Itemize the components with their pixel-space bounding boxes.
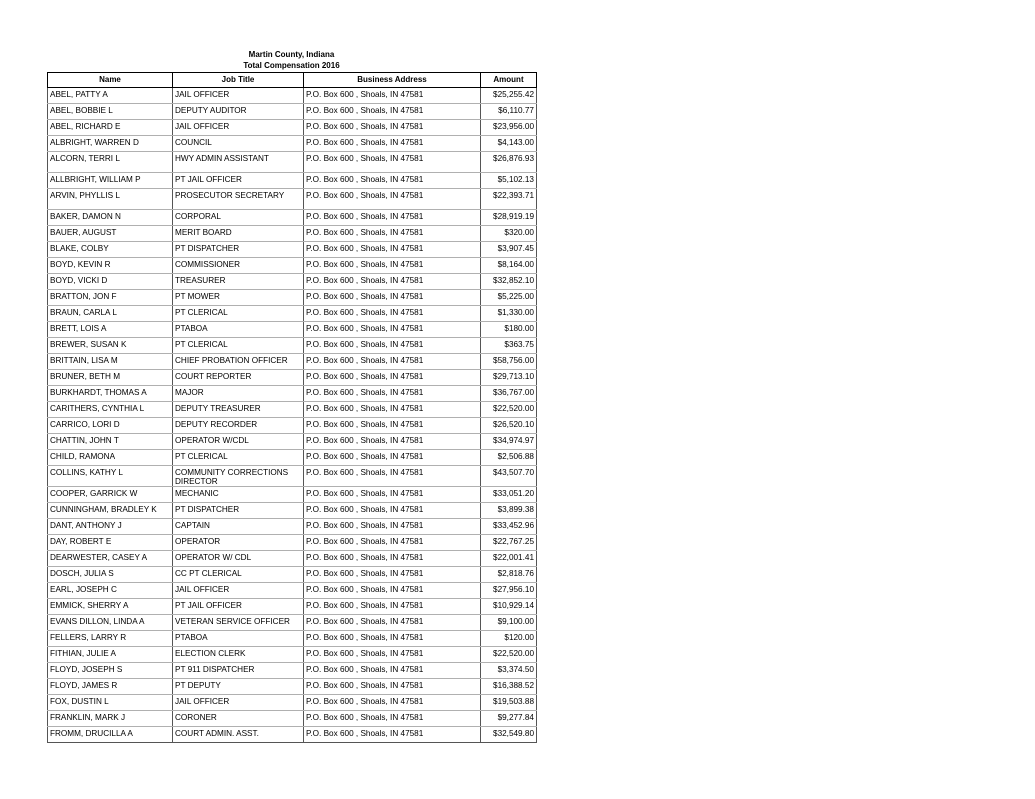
employee-name-cell: EVANS DILLON, LINDA A (48, 615, 173, 631)
job-title-cell: PT CLERICAL (173, 450, 304, 466)
employee-name-cell: FROMM, DRUCILLA A (48, 727, 173, 743)
employee-name-cell: BRAUN, CARLA L (48, 306, 173, 322)
job-title-cell: COURT REPORTER (173, 370, 304, 386)
employee-name-cell: BRETT, LOIS A (48, 322, 173, 338)
table-row (48, 615, 537, 631)
employee-name-cell: BRUNER, BETH M (48, 370, 173, 386)
business-address-cell: P.O. Box 600 , Shoals, IN 47581 (304, 88, 481, 104)
job-title-cell: HWY ADMIN ASSISTANT (173, 152, 304, 173)
table-row (48, 189, 537, 210)
table-row (48, 290, 537, 306)
amount-cell: $27,956.10 (481, 583, 537, 599)
table-header (48, 73, 537, 88)
amount-cell: $22,393.71 (481, 189, 537, 210)
table-row (48, 487, 537, 503)
amount-cell: $19,503.88 (481, 695, 537, 711)
job-title-cell: PT DISPATCHER (173, 503, 304, 519)
table-row (48, 386, 537, 402)
business-address-cell: P.O. Box 600 , Shoals, IN 47581 (304, 274, 481, 290)
business-address-cell: P.O. Box 600 , Shoals, IN 47581 (304, 306, 481, 322)
job-title-cell: PT JAIL OFFICER (173, 173, 304, 189)
report-subtitle: Total Compensation 2016 (243, 61, 340, 70)
table-row (48, 258, 537, 274)
business-address-cell: P.O. Box 600 , Shoals, IN 47581 (304, 338, 481, 354)
amount-cell: $32,549.80 (481, 727, 537, 743)
business-address-cell: P.O. Box 600 , Shoals, IN 47581 (304, 711, 481, 727)
employee-name-cell: BRITTAIN, LISA M (48, 354, 173, 370)
business-address-cell: P.O. Box 600 , Shoals, IN 47581 (304, 567, 481, 583)
amount-cell: $23,956.00 (481, 120, 537, 136)
table-row (48, 631, 537, 647)
job-title-cell: PT 911 DISPATCHER (173, 663, 304, 679)
employee-name-cell: DOSCH, JULIA S (48, 567, 173, 583)
job-title-cell: PT CLERICAL (173, 338, 304, 354)
job-title-cell: CORPORAL (173, 210, 304, 226)
business-address-cell: P.O. Box 600 , Shoals, IN 47581 (304, 226, 481, 242)
table-row (48, 535, 537, 551)
job-title-cell: DEPUTY AUDITOR (173, 104, 304, 120)
table-row (48, 466, 537, 487)
employee-name-cell: FRANKLIN, MARK J (48, 711, 173, 727)
business-address-cell: P.O. Box 600 , Shoals, IN 47581 (304, 322, 481, 338)
employee-name-cell: FOX, DUSTIN L (48, 695, 173, 711)
employee-name-cell: BAKER, DAMON N (48, 210, 173, 226)
amount-cell: $3,899.38 (481, 503, 537, 519)
job-title-cell: VETERAN SERVICE OFFICER (173, 615, 304, 631)
employee-name-cell: ABEL, PATTY A (48, 88, 173, 104)
amount-cell: $9,100.00 (481, 615, 537, 631)
employee-name-cell: CUNNINGHAM, BRADLEY K (48, 503, 173, 519)
amount-cell: $5,102.13 (481, 173, 537, 189)
business-address-cell: P.O. Box 600 , Shoals, IN 47581 (304, 354, 481, 370)
table-row (48, 434, 537, 450)
employee-name-cell: CARRICO, LORI D (48, 418, 173, 434)
amount-cell: $180.00 (481, 322, 537, 338)
business-address-cell: P.O. Box 600 , Shoals, IN 47581 (304, 104, 481, 120)
report-title: Martin County, Indiana (248, 50, 335, 59)
table-row (48, 306, 537, 322)
amount-cell: $22,520.00 (481, 647, 537, 663)
employee-name-cell: DEARWESTER, CASEY A (48, 551, 173, 567)
employee-name-cell: CHILD, RAMONA (48, 450, 173, 466)
table-row (48, 583, 537, 599)
business-address-cell: P.O. Box 600 , Shoals, IN 47581 (304, 210, 481, 226)
business-address-cell: P.O. Box 600 , Shoals, IN 47581 (304, 136, 481, 152)
table-row (48, 322, 537, 338)
table-row (48, 402, 537, 418)
business-address-cell: P.O. Box 600 , Shoals, IN 47581 (304, 599, 481, 615)
amount-cell: $120.00 (481, 631, 537, 647)
job-title-cell: CHIEF PROBATION OFFICER (173, 354, 304, 370)
job-title-cell: CORONER (173, 711, 304, 727)
employee-name-cell: BURKHARDT, THOMAS A (48, 386, 173, 402)
column-header-name: Name (48, 73, 173, 88)
table-row (48, 695, 537, 711)
business-address-cell: P.O. Box 600 , Shoals, IN 47581 (304, 487, 481, 503)
job-title-cell: MERIT BOARD (173, 226, 304, 242)
amount-cell: $22,520.00 (481, 402, 537, 418)
amount-cell: $34,974.97 (481, 434, 537, 450)
amount-cell: $1,330.00 (481, 306, 537, 322)
job-title-cell: OPERATOR (173, 535, 304, 551)
report-header (47, 49, 536, 71)
amount-cell: $2,818.76 (481, 567, 537, 583)
business-address-cell: P.O. Box 600 , Shoals, IN 47581 (304, 386, 481, 402)
business-address-cell: P.O. Box 600 , Shoals, IN 47581 (304, 663, 481, 679)
job-title-cell: COMMUNITY CORRECTIONS DIRECTOR (173, 466, 304, 487)
business-address-cell: P.O. Box 600 , Shoals, IN 47581 (304, 551, 481, 567)
employee-name-cell: FLOYD, JAMES R (48, 679, 173, 695)
business-address-cell: P.O. Box 600 , Shoals, IN 47581 (304, 503, 481, 519)
table-row (48, 88, 537, 104)
job-title-cell: JAIL OFFICER (173, 695, 304, 711)
amount-cell: $29,713.10 (481, 370, 537, 386)
amount-cell: $3,907.45 (481, 242, 537, 258)
column-header-business-address: Business Address (304, 73, 481, 88)
table-row (48, 338, 537, 354)
table-row (48, 152, 537, 173)
table-row (48, 519, 537, 535)
job-title-cell: JAIL OFFICER (173, 88, 304, 104)
amount-cell: $10,929.14 (481, 599, 537, 615)
table-row (48, 370, 537, 386)
business-address-cell: P.O. Box 600 , Shoals, IN 47581 (304, 120, 481, 136)
business-address-cell: P.O. Box 600 , Shoals, IN 47581 (304, 402, 481, 418)
table-row (48, 418, 537, 434)
amount-cell: $58,756.00 (481, 354, 537, 370)
table-row (48, 567, 537, 583)
business-address-cell: P.O. Box 600 , Shoals, IN 47581 (304, 434, 481, 450)
business-address-cell: P.O. Box 600 , Shoals, IN 47581 (304, 695, 481, 711)
employee-name-cell: FLOYD, JOSEPH S (48, 663, 173, 679)
business-address-cell: P.O. Box 600 , Shoals, IN 47581 (304, 679, 481, 695)
business-address-cell: P.O. Box 600 , Shoals, IN 47581 (304, 258, 481, 274)
job-title-cell: CC PT CLERICAL (173, 567, 304, 583)
job-title-cell: COURT ADMIN. ASST. (173, 727, 304, 743)
column-header-job-title: Job Title (173, 73, 304, 88)
business-address-cell: P.O. Box 600 , Shoals, IN 47581 (304, 450, 481, 466)
table-body (48, 88, 537, 743)
employee-name-cell: EARL, JOSEPH C (48, 583, 173, 599)
amount-cell: $22,767.25 (481, 535, 537, 551)
table-row (48, 104, 537, 120)
job-title-cell: DEPUTY RECORDER (173, 418, 304, 434)
amount-cell: $36,767.00 (481, 386, 537, 402)
job-title-cell: ELECTION CLERK (173, 647, 304, 663)
amount-cell: $6,110.77 (481, 104, 537, 120)
employee-name-cell: COLLINS, KATHY L (48, 466, 173, 487)
job-title-cell: PT DISPATCHER (173, 242, 304, 258)
business-address-cell: P.O. Box 600 , Shoals, IN 47581 (304, 647, 481, 663)
amount-cell: $3,374.50 (481, 663, 537, 679)
employee-name-cell: BOYD, VICKI D (48, 274, 173, 290)
business-address-cell: P.O. Box 600 , Shoals, IN 47581 (304, 535, 481, 551)
employee-name-cell: CARITHERS, CYNTHIA L (48, 402, 173, 418)
job-title-cell: JAIL OFFICER (173, 120, 304, 136)
employee-name-cell: FITHIAN, JULIE A (48, 647, 173, 663)
job-title-cell: OPERATOR W/CDL (173, 434, 304, 450)
business-address-cell: P.O. Box 600 , Shoals, IN 47581 (304, 418, 481, 434)
table-row (48, 450, 537, 466)
amount-cell: $2,506.88 (481, 450, 537, 466)
amount-cell: $4,143.00 (481, 136, 537, 152)
employee-name-cell: BRATTON, JON F (48, 290, 173, 306)
job-title-cell: PT JAIL OFFICER (173, 599, 304, 615)
employee-name-cell: COOPER, GARRICK W (48, 487, 173, 503)
table-row (48, 711, 537, 727)
employee-name-cell: BOYD, KEVIN R (48, 258, 173, 274)
employee-name-cell: BLAKE, COLBY (48, 242, 173, 258)
job-title-cell: MECHANIC (173, 487, 304, 503)
table-row (48, 242, 537, 258)
job-title-cell: OPERATOR W/ CDL (173, 551, 304, 567)
employee-name-cell: ABEL, BOBBIE L (48, 104, 173, 120)
business-address-cell: P.O. Box 600 , Shoals, IN 47581 (304, 615, 481, 631)
job-title-cell: JAIL OFFICER (173, 583, 304, 599)
table-row (48, 136, 537, 152)
amount-cell: $26,876.93 (481, 152, 537, 173)
employee-name-cell: CHATTIN, JOHN T (48, 434, 173, 450)
business-address-cell: P.O. Box 600 , Shoals, IN 47581 (304, 466, 481, 487)
employee-name-cell: ABEL, RICHARD E (48, 120, 173, 136)
business-address-cell: P.O. Box 600 , Shoals, IN 47581 (304, 583, 481, 599)
job-title-cell: PT DEPUTY (173, 679, 304, 695)
amount-cell: $28,919.19 (481, 210, 537, 226)
table-row (48, 679, 537, 695)
amount-cell: $363.75 (481, 338, 537, 354)
amount-cell: $32,852.10 (481, 274, 537, 290)
table-row (48, 551, 537, 567)
employee-name-cell: EMMICK, SHERRY A (48, 599, 173, 615)
job-title-cell: PTABOA (173, 631, 304, 647)
business-address-cell: P.O. Box 600 , Shoals, IN 47581 (304, 519, 481, 535)
amount-cell: $26,520.10 (481, 418, 537, 434)
job-title-cell: PROSECUTOR SECRETARY (173, 189, 304, 210)
table-row (48, 599, 537, 615)
table-row (48, 354, 537, 370)
job-title-cell: PT MOWER (173, 290, 304, 306)
amount-cell: $33,051.20 (481, 487, 537, 503)
business-address-cell: P.O. Box 600 , Shoals, IN 47581 (304, 242, 481, 258)
job-title-cell: PT CLERICAL (173, 306, 304, 322)
table-row (48, 727, 537, 743)
job-title-cell: COUNCIL (173, 136, 304, 152)
employee-name-cell: DAY, ROBERT E (48, 535, 173, 551)
amount-cell: $9,277.84 (481, 711, 537, 727)
employee-name-cell: ALCORN, TERRI L (48, 152, 173, 173)
job-title-cell: TREASURER (173, 274, 304, 290)
amount-cell: $43,507.70 (481, 466, 537, 487)
employee-name-cell: ARVIN, PHYLLIS L (48, 189, 173, 210)
table-row (48, 210, 537, 226)
amount-cell: $33,452.96 (481, 519, 537, 535)
table-row (48, 120, 537, 136)
employee-name-cell: FELLERS, LARRY R (48, 631, 173, 647)
amount-cell: $25,255.42 (481, 88, 537, 104)
amount-cell: $320.00 (481, 226, 537, 242)
job-title-cell: PTABOA (173, 322, 304, 338)
business-address-cell: P.O. Box 600 , Shoals, IN 47581 (304, 152, 481, 173)
employee-name-cell: ALBRIGHT, WARREN D (48, 136, 173, 152)
business-address-cell: P.O. Box 600 , Shoals, IN 47581 (304, 173, 481, 189)
job-title-cell: COMMISSIONER (173, 258, 304, 274)
compensation-table (47, 72, 537, 743)
business-address-cell: P.O. Box 600 , Shoals, IN 47581 (304, 727, 481, 743)
business-address-cell: P.O. Box 600 , Shoals, IN 47581 (304, 370, 481, 386)
amount-cell: $16,388.52 (481, 679, 537, 695)
amount-cell: $5,225.00 (481, 290, 537, 306)
amount-cell: $22,001.41 (481, 551, 537, 567)
job-title-cell: MAJOR (173, 386, 304, 402)
column-header-amount: Amount (481, 73, 537, 88)
job-title-cell: CAPTAIN (173, 519, 304, 535)
header-row (48, 73, 537, 88)
table-row (48, 274, 537, 290)
table-row (48, 226, 537, 242)
table-row (48, 663, 537, 679)
business-address-cell: P.O. Box 600 , Shoals, IN 47581 (304, 189, 481, 210)
table-row (48, 647, 537, 663)
amount-cell: $8,164.00 (481, 258, 537, 274)
table-row (48, 173, 537, 189)
business-address-cell: P.O. Box 600 , Shoals, IN 47581 (304, 631, 481, 647)
business-address-cell: P.O. Box 600 , Shoals, IN 47581 (304, 290, 481, 306)
table-row (48, 503, 537, 519)
employee-name-cell: BREWER, SUSAN K (48, 338, 173, 354)
job-title-cell: DEPUTY TREASURER (173, 402, 304, 418)
employee-name-cell: ALLBRIGHT, WILLIAM P (48, 173, 173, 189)
employee-name-cell: BAUER, AUGUST (48, 226, 173, 242)
employee-name-cell: DANT, ANTHONY J (48, 519, 173, 535)
